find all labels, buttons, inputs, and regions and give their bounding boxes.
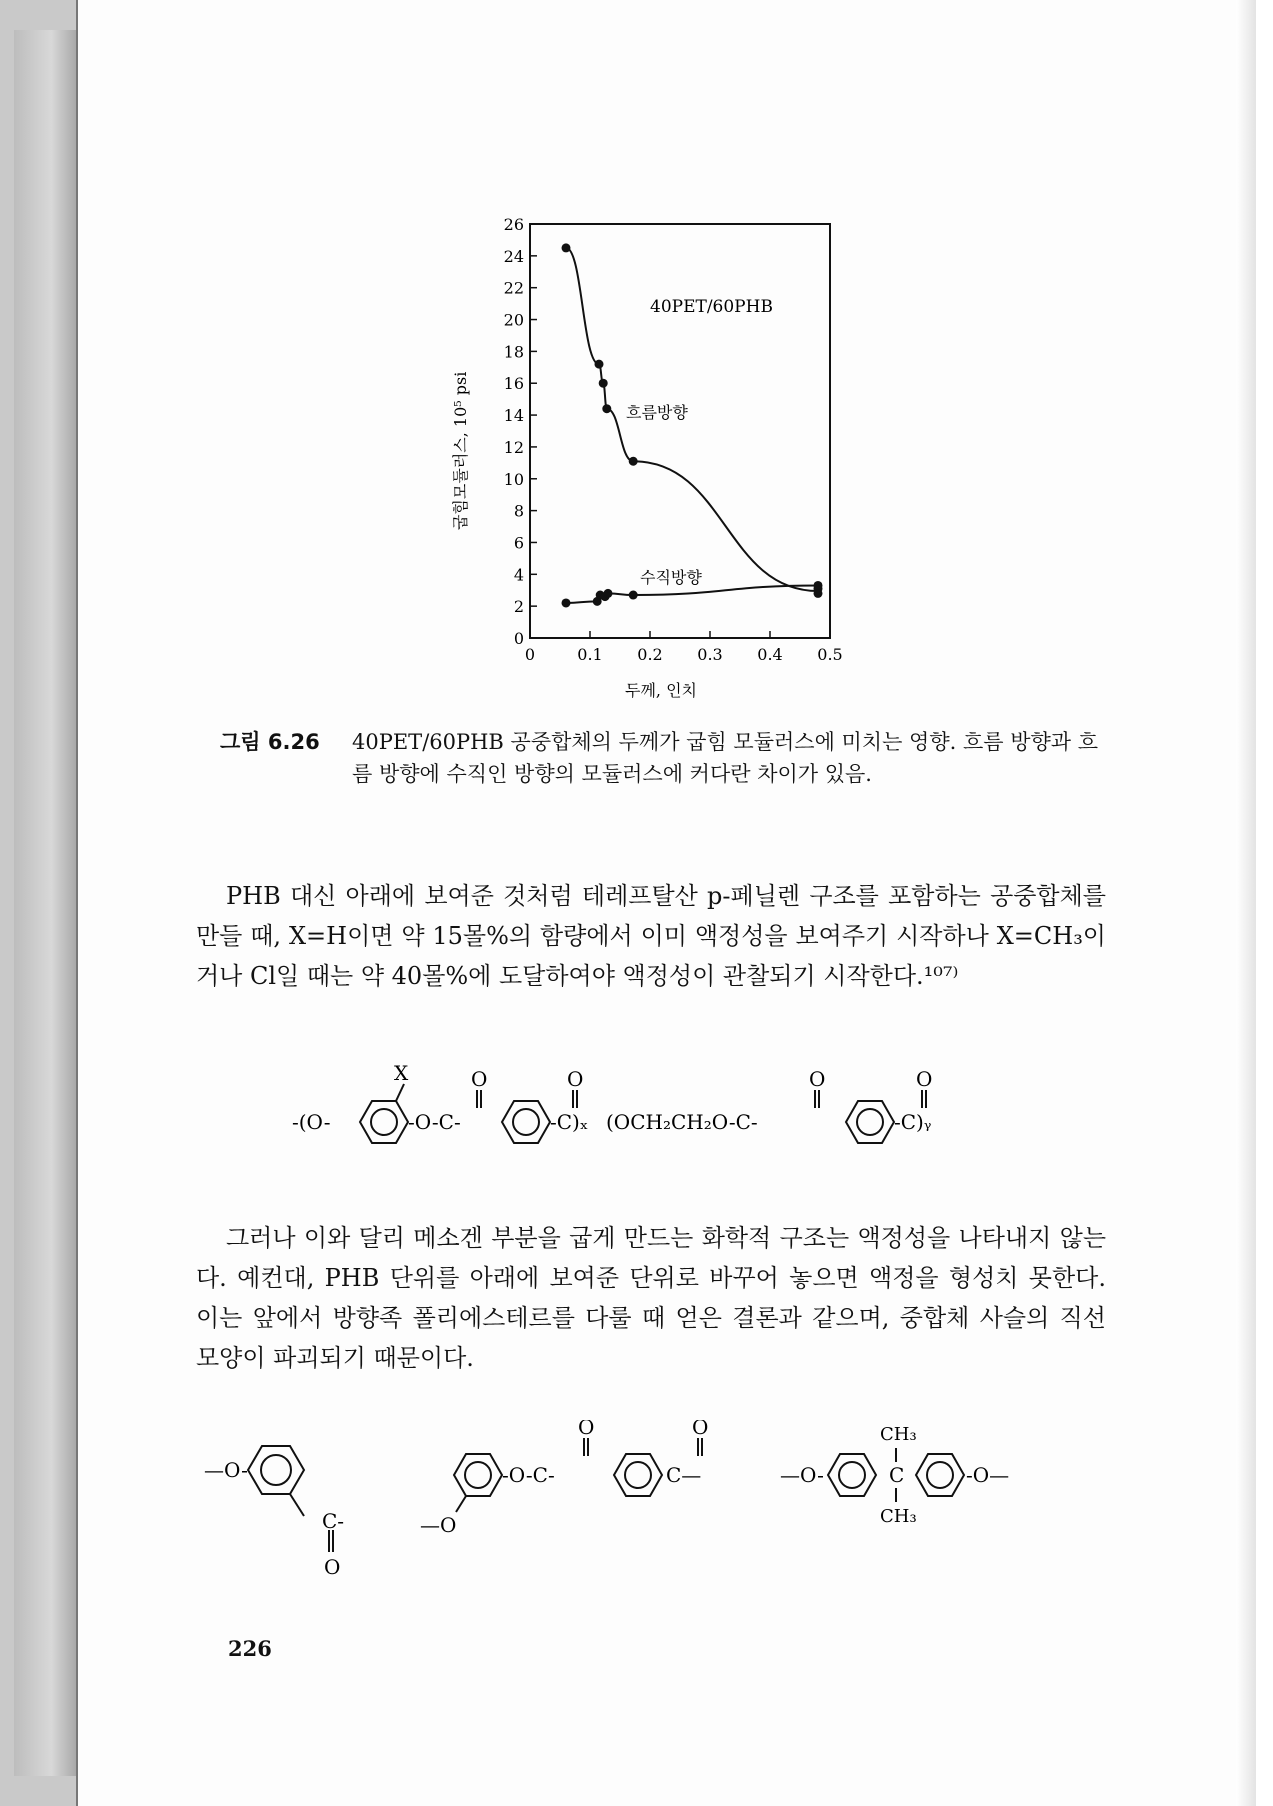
unit1-carbonyl-o: O: [324, 1555, 341, 1579]
y-tick-label: 2: [513, 597, 524, 617]
figure-caption: [220, 726, 1100, 790]
y-tick-label: 16: [503, 374, 524, 394]
x-tick-label: 0.4: [757, 645, 783, 664]
data-point-series-2: [629, 591, 638, 600]
paragraph-2: 그러나 이와 달리 메소겐 부분을 굽게 만드는 화학적 구조는 액정성을 나타내지 않는다. 예컨대, PHB 단위를 아래에 보여준 단위로 바꾸어 놓으면 액정을 형성치 못한다. 이는 앞에서 방향족 폴리에스테르를 다룰 때 얻은 결론과 같으며, 중합체 사슬의 직선 모양이 파괴되기 때문이다.: [196, 1224, 1106, 1372]
spine-shading: [14, 30, 76, 1776]
y-tick-label: 24: [503, 246, 524, 266]
data-point-series-2: [604, 589, 613, 598]
formula-end: -C)ᵧ: [894, 1110, 932, 1134]
unit1-carbonyl: C-: [322, 1509, 345, 1533]
carbonyl-o-4: O: [916, 1067, 933, 1091]
unit2-bottom-o: —O: [420, 1513, 457, 1537]
y-tick-label: 8: [513, 501, 524, 521]
y-tick-label: 26: [503, 215, 524, 234]
y-tick-label: 18: [503, 342, 524, 362]
series-label-flow: 흐름방향: [626, 403, 688, 422]
book-spine: [0, 0, 76, 1806]
x-tick-label: 0.3: [697, 645, 723, 664]
y-axis-label: 굽힘모듈러스, 10⁵ psi: [451, 371, 470, 530]
unit2-o-1: O: [578, 1420, 595, 1439]
formula-link-2: -C)ₓ: [550, 1110, 589, 1134]
unit3-ch3-bottom: CH₃: [880, 1506, 917, 1527]
y-tick-label: 6: [513, 533, 524, 553]
formula-link-1: -O-C-: [408, 1110, 461, 1134]
y-tick-label: 20: [503, 310, 524, 330]
figure-caption-text: 40PET/60PHB 공중합체의 두께가 굽힘 모듈러스에 미치는 영향. 흐름 방향과 흐름 방향에 수직인 방향의 모듈러스에 커다란 차이가 있음.: [352, 730, 1099, 786]
paragraph-1: PHB 대신 아래에 보여준 것처럼 테레프탈산 p-페닐렌 구조를 포함하는 공중합체를 만들 때, X=H이면 약 15몰%의 함량에서 이미 액정성을 보여주기 시작하나 X=CH₃이거나 Cl일 때는 약 40몰%에 도달하여야 액정성이 관찰되기 시작한다.¹⁰⁷⁾: [196, 882, 1106, 990]
x-tick-label: 0: [524, 645, 536, 664]
carbonyl-o-1: O: [471, 1067, 488, 1091]
page-number: 226: [228, 1636, 272, 1661]
data-point-series-1: [562, 243, 571, 252]
y-tick-label: 12: [503, 437, 524, 457]
data-point-series-1: [814, 589, 823, 598]
unit2-ester: -O-C-: [502, 1463, 555, 1487]
x-tick-label: 0.2: [637, 645, 663, 664]
x-axis-label: 두께, 인치: [625, 681, 697, 700]
data-point-series-1: [599, 379, 608, 388]
unit3-o-left: —O-: [780, 1463, 824, 1487]
copolymer-formula: [280, 1060, 980, 1170]
formula-mid: (OCH₂CH₂O-C-: [606, 1110, 758, 1134]
x-tick-label: 0.5: [817, 645, 843, 664]
carbonyl-o-3: O: [809, 1067, 826, 1091]
substituent-x: X: [394, 1061, 409, 1085]
unit3-c: C: [889, 1463, 905, 1487]
unit2-end: C—: [666, 1463, 702, 1487]
series-label-perpendicular: 수직방향: [640, 568, 702, 587]
unit3-ch3-top: CH₃: [880, 1424, 917, 1445]
data-point-series-2: [562, 598, 571, 607]
formula-start: -(O-: [292, 1110, 331, 1134]
unit1-o-left: —O-: [204, 1458, 248, 1482]
unit3-o-right: -O—: [966, 1463, 1010, 1487]
figure-label: 그림 6.26: [220, 730, 320, 754]
y-tick-label: 22: [503, 278, 524, 298]
chart-title: 40PET/60PHB: [650, 297, 773, 317]
carbonyl-o-2: O: [567, 1067, 584, 1091]
bent-units-formula: [200, 1420, 1100, 1590]
y-tick-label: 14: [503, 406, 524, 426]
y-tick-label: 4: [513, 565, 524, 585]
data-point-series-1: [602, 404, 611, 413]
y-tick-label: 10: [503, 469, 524, 489]
data-point-series-1: [595, 360, 604, 369]
x-tick-label: 0.1: [577, 645, 603, 664]
data-point-series-2: [814, 581, 823, 590]
page-edge-shadow: [1236, 0, 1256, 1806]
y-tick-label: 0: [513, 629, 524, 648]
flexural-modulus-chart: [440, 200, 880, 720]
data-point-series-1: [629, 457, 638, 466]
unit2-o-2: O: [692, 1420, 709, 1439]
